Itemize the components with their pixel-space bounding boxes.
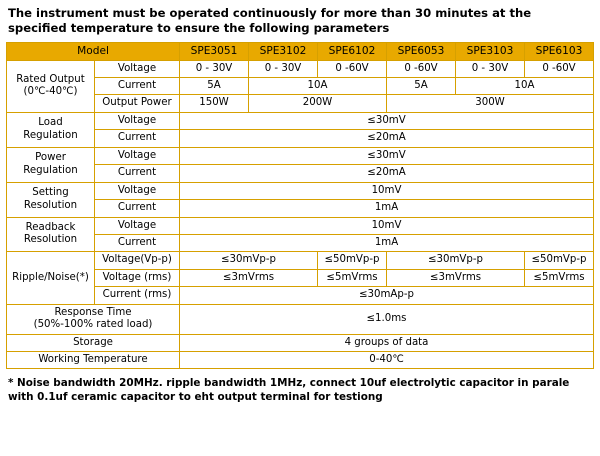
table-row bbox=[7, 182, 594, 199]
group-label-line1: Response Time bbox=[54, 306, 132, 318]
table-row bbox=[7, 147, 594, 164]
cell-value: 10mV bbox=[180, 182, 594, 199]
group-label-rated-output bbox=[7, 60, 95, 112]
table-row bbox=[7, 165, 594, 182]
cell-value: ≤30mV bbox=[180, 147, 594, 164]
sub-label-current: Current bbox=[95, 234, 180, 251]
header-model-4: SPE3103 bbox=[456, 42, 525, 60]
header-model-1: SPE3102 bbox=[249, 42, 318, 60]
cell-value: ≤3mVrms bbox=[387, 269, 525, 286]
cell-value: 4 groups of data bbox=[180, 334, 594, 351]
group-label-working-temperature: Working Temperature bbox=[7, 352, 180, 369]
cell-value: 150W bbox=[180, 95, 249, 112]
table-row bbox=[7, 60, 594, 77]
cell-value: ≤20mA bbox=[180, 130, 594, 147]
cell-value: ≤1.0ms bbox=[180, 304, 594, 334]
sub-label-current: Current bbox=[95, 130, 180, 147]
group-label-line2: Resolution bbox=[23, 199, 78, 211]
sub-label-output-power: Output Power bbox=[95, 95, 180, 112]
cell-value: ≤5mVrms bbox=[525, 269, 594, 286]
group-label-line2: (0℃-40℃) bbox=[23, 86, 78, 98]
header-model-0: SPE3051 bbox=[180, 42, 249, 60]
sub-label-voltage: Voltage bbox=[95, 147, 180, 164]
table-row bbox=[7, 269, 594, 286]
group-label-line1: Readback bbox=[25, 222, 76, 234]
group-label-readback-resolution bbox=[7, 217, 95, 252]
table-row bbox=[7, 334, 594, 351]
cell-value: 5A bbox=[387, 78, 456, 95]
cell-value: ≤30mVp-p bbox=[387, 252, 525, 269]
table-row bbox=[7, 112, 594, 129]
sub-label-current: Current bbox=[95, 165, 180, 182]
sub-label-voltage: Voltage bbox=[95, 217, 180, 234]
sub-label-current: Current bbox=[95, 78, 180, 95]
cell-value: 10mV bbox=[180, 217, 594, 234]
cell-value: ≤3mVrms bbox=[180, 269, 318, 286]
cell-value: 10A bbox=[456, 78, 594, 95]
cell-value: ≤50mVp-p bbox=[318, 252, 387, 269]
sub-label-voltage: Voltage bbox=[95, 60, 180, 77]
cell-value: ≤50mVp-p bbox=[525, 252, 594, 269]
cell-value: 0 - 30V bbox=[456, 60, 525, 77]
specifications-table bbox=[6, 42, 594, 370]
header-model-2: SPE6102 bbox=[318, 42, 387, 60]
table-row bbox=[7, 287, 594, 304]
group-label-power-regulation bbox=[7, 147, 95, 182]
cell-value: 300W bbox=[387, 95, 594, 112]
cell-value: 5A bbox=[180, 78, 249, 95]
header-model-3: SPE6053 bbox=[387, 42, 456, 60]
cell-value: 0-40℃ bbox=[180, 352, 594, 369]
sub-label-voltage: Voltage bbox=[95, 182, 180, 199]
sub-label-voltage-rms: Voltage (rms) bbox=[95, 269, 180, 286]
group-label-line1: Power bbox=[35, 152, 66, 164]
group-label-line1: Load bbox=[38, 117, 63, 129]
table-row bbox=[7, 234, 594, 251]
cell-value: 0 -60V bbox=[387, 60, 456, 77]
group-label-ripple-noise: Ripple/Noise(*) bbox=[7, 252, 95, 304]
cell-value: 0 - 30V bbox=[180, 60, 249, 77]
intro-text: The instrument must be operated continuously for more than 30 minutes at the specified temperature to ensure the following parameters bbox=[8, 6, 532, 35]
table-row bbox=[7, 304, 594, 334]
header-model-label: Model bbox=[7, 42, 180, 60]
sub-label-current-rms: Current (rms) bbox=[95, 287, 180, 304]
table-row bbox=[7, 352, 594, 369]
sub-label-voltage: Voltage bbox=[95, 112, 180, 129]
table-row bbox=[7, 200, 594, 217]
header-model-5: SPE6103 bbox=[525, 42, 594, 60]
cell-value: 1mA bbox=[180, 234, 594, 251]
cell-value: 0 -60V bbox=[318, 60, 387, 77]
cell-value: 1mA bbox=[180, 200, 594, 217]
sub-label-voltage-vpp: Voltage(Vp-p) bbox=[95, 252, 180, 269]
cell-value: 200W bbox=[249, 95, 387, 112]
table-header-row bbox=[7, 42, 594, 60]
cell-value: 0 - 30V bbox=[249, 60, 318, 77]
group-label-setting-resolution bbox=[7, 182, 95, 217]
group-label-response-time bbox=[7, 304, 180, 334]
table-row bbox=[7, 252, 594, 269]
sub-label-current: Current bbox=[95, 200, 180, 217]
table-row bbox=[7, 78, 594, 95]
footnote-text: * Noise bandwidth 20MHz. ripple bandwidth 1MHz, connect 10uf electrolytic capacitor in parale with 0.1uf ceramic capacitor to eht output terminal for testiong bbox=[8, 377, 570, 403]
cell-value: ≤5mVrms bbox=[318, 269, 387, 286]
cell-value: ≤30mVp-p bbox=[180, 252, 318, 269]
group-label-line2: Regulation bbox=[23, 164, 78, 176]
cell-value: ≤30mV bbox=[180, 112, 594, 129]
cell-value: 10A bbox=[249, 78, 387, 95]
table-row bbox=[7, 130, 594, 147]
table-row bbox=[7, 95, 594, 112]
table-row bbox=[7, 217, 594, 234]
group-label-load-regulation bbox=[7, 112, 95, 147]
group-label-line2: (50%-100% rated load) bbox=[33, 319, 153, 331]
cell-value: ≤30mAp-p bbox=[180, 287, 594, 304]
group-label-line2: Regulation bbox=[23, 129, 78, 141]
group-label-line1: Setting bbox=[32, 187, 69, 199]
group-label-storage: Storage bbox=[7, 334, 180, 351]
cell-value: 0 -60V bbox=[525, 60, 594, 77]
group-label-line1: Rated Output bbox=[16, 73, 85, 85]
group-label-line2: Resolution bbox=[23, 234, 78, 246]
cell-value: ≤20mA bbox=[180, 165, 594, 182]
